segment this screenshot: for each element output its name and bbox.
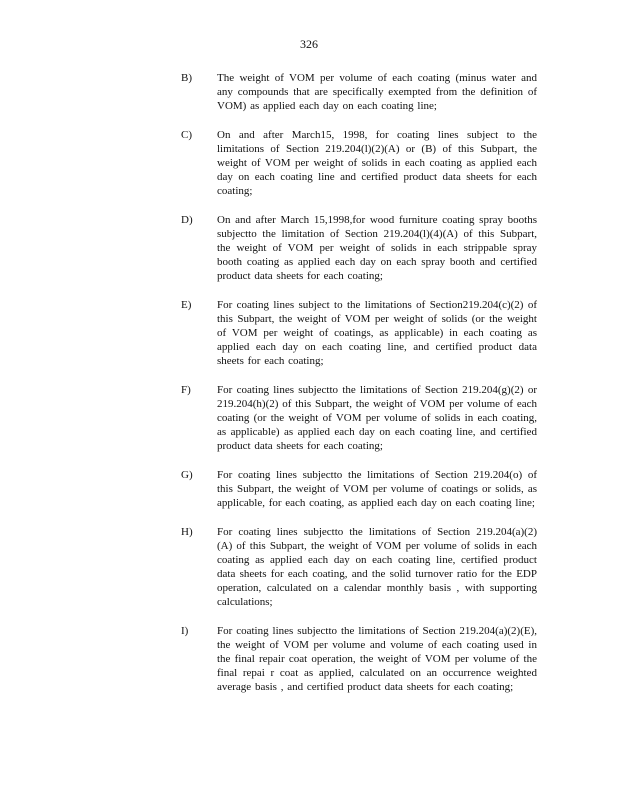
item-text: The weight of VOM per volume of each coating (minus water and any compounds that are specifically exempted from the definition of VOM) as applied each day on each coating line; <box>217 72 537 112</box>
list-item <box>181 298 541 368</box>
item-marker: B) <box>181 72 192 84</box>
item-marker: F) <box>181 384 191 396</box>
item-text: For coating lines subjectto the limitations of Section 219.204(g)(2) or 219.204(h)(2) of this Subpart, the weight of VOM per volume of each coating (or the weight of VOM per volume of solids in each coating, as applicable) as applied each day on each coating line, and certified product data sheets for each coating; <box>217 384 537 452</box>
item-marker: E) <box>181 299 192 311</box>
item-marker: D) <box>181 214 193 226</box>
regulation-list <box>181 71 541 709</box>
page-number: 326 <box>300 37 318 51</box>
list-item <box>181 128 541 198</box>
item-marker: C) <box>181 129 192 141</box>
list-item <box>181 624 541 694</box>
item-text: On and after March 15,1998,for wood furniture coating spray booths subjectto the limitation of Section 219.204(l)(4)(A) of this Subpart, the weight of VOM per weight of solids in each strippable spray booth coating as applied each day on each spray booth and certified product data sheets for each coating; <box>217 214 537 282</box>
item-text: For coating lines subjectto the limitations of Section 219.204(a)(2) (A) of this Subpart, the weight of VOM per volume of solids in each coating as applied each day on each coating line, certified product data sheets for each coating, and the solid turnover ratio for the EDP operation, calculated on a calendar monthly basis , with supporting calculations; <box>217 526 537 608</box>
list-item <box>181 468 541 510</box>
item-text: On and after March15, 1998, for coating lines subject to the limitations of Section 219.204(l)(2)(A) or (B) of this Subpart, the weight of VOM per weight of solids in each coating as applied each day on each coating line and certified product data sheets for each coating; <box>217 129 537 197</box>
item-text: For coating lines subject to the limitations of Section219.204(c)(2) of this Subpart, the weight of VOM per weight of solids (or the weight of VOM per weight of coatings, as applicable) in each coating as applied each day on each coating line, and certified product data sheets for each coating; <box>217 299 537 367</box>
item-marker: H) <box>181 526 193 538</box>
item-marker: G) <box>181 469 193 481</box>
list-item <box>181 383 541 453</box>
item-marker: I) <box>181 625 189 637</box>
item-text: For coating lines subjectto the limitations of Section 219.204(o) of this Subpart, the weight of VOM per volume of coatings or solids, as applicable, for each coating, as applied each day on each coating line; <box>217 469 537 509</box>
list-item <box>181 213 541 283</box>
list-item <box>181 525 541 609</box>
list-item <box>181 71 541 113</box>
item-text: For coating lines subjectto the limitations of Section 219.204(a)(2)(E), the weight of VOM per volume and volume of each coating used in the final repair coat operation, the weight of VOM per volume of the final repai r coat as applied, calculated on an occurrence weighted average basis , and certified product data sheets for each coating; <box>217 625 537 693</box>
